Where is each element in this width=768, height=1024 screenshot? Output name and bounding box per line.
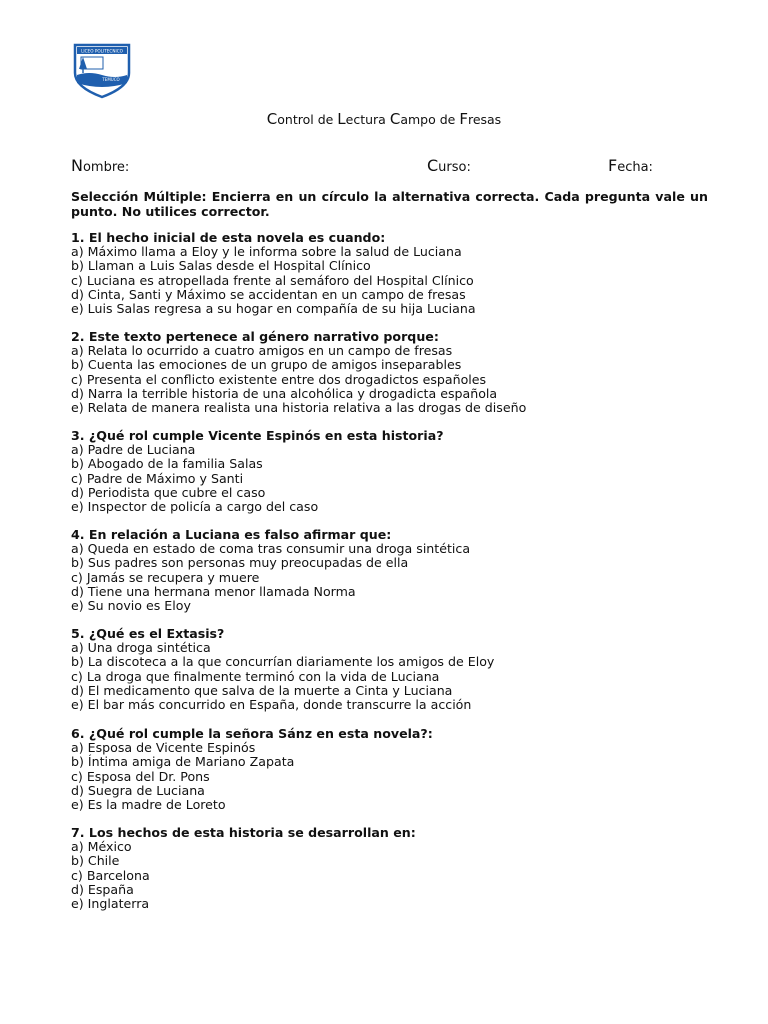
answer-option: a) Queda en estado de coma tras consumir una droga sintética (71, 541, 471, 557)
nombre-label: Nombre: (71, 156, 130, 175)
answer-option: b) Cuenta las emociones de un grupo de amigos inseparables (71, 357, 462, 373)
question-1 (71, 231, 731, 316)
answer-option: e) Es la madre de Loreto (71, 797, 226, 813)
answer-option: d) Suegra de Luciana (71, 782, 205, 798)
answer-option: d) Tiene una hermana menor llamada Norma (71, 583, 356, 599)
answer-option: c) Luciana es atropellada frente al semáforo del Hospital Clínico (71, 272, 474, 288)
question-7 (71, 826, 731, 911)
answer-option: b) Íntima amiga de Mariano Zapata (71, 754, 295, 770)
answer-option: c) Barcelona (71, 867, 150, 883)
answer-option: d) El medicamento que salva de la muerte a Cinta y Luciana (71, 682, 453, 698)
answer-option: b) La discoteca a la que concurrían diariamente los amigos de Eloy (71, 654, 495, 670)
logo-text-top: LICEO POLITECNICO (81, 48, 123, 54)
answer-option: b) Chile (71, 853, 120, 869)
question-stem: 3. ¿Qué rol cumple Vicente Espinós en esta historia? (71, 428, 444, 443)
instructions: Selección Múltiple: Encierra en un círculo la alternativa correcta. Cada pregunta vale un punto. No utilices corrector. (71, 189, 708, 219)
answer-option: e) Luis Salas regresa a su hogar en compañía de su hija Luciana (71, 301, 476, 317)
answer-option: e) Inglaterra (71, 896, 150, 912)
answer-option: a) Relata lo ocurrido a cuatro amigos en un campo de fresas (71, 343, 453, 359)
question-stem: 7. Los hechos de esta historia se desarrollan en: (71, 825, 416, 840)
question-stem: 1. El hecho inicial de esta novela es cuando: (71, 230, 386, 245)
answer-option: d) Cinta, Santi y Máximo se accidentan en un campo de fresas (71, 286, 466, 302)
answer-option: d) Periodista que cubre el caso (71, 484, 266, 500)
answer-option: b) Llaman a Luis Salas desde el Hospital Clínico (71, 258, 371, 274)
answer-option: b) Sus padres son personas muy preocupadas de ella (71, 555, 409, 571)
answer-option: c) Presenta el conflicto existente entre dos drogadictos españoles (71, 371, 487, 387)
question-2 (71, 330, 731, 415)
answer-option: d) España (71, 881, 134, 897)
fecha-label: Fecha: (608, 156, 653, 175)
question-5 (71, 627, 731, 712)
answer-option: a) México (71, 839, 132, 855)
answer-option: e) El bar más concurrido en España, donde transcurre la acción (71, 697, 472, 713)
answer-option: c) Esposa del Dr. Pons (71, 768, 210, 784)
question-stem: 6. ¿Qué rol cumple la señora Sánz en esta novela?: (71, 726, 433, 741)
question-6 (71, 727, 731, 812)
answer-option: a) Una droga sintética (71, 640, 211, 656)
answer-option: e) Inspector de policía a cargo del caso (71, 499, 319, 515)
logo-text-bottom: TEMUCO (102, 77, 120, 82)
answer-option: e) Relata de manera realista una historia relativa a las drogas de diseño (71, 400, 527, 416)
question-3 (71, 429, 731, 514)
answer-option: b) Abogado de la familia Salas (71, 456, 263, 472)
answer-option: a) Padre de Luciana (71, 442, 196, 458)
answer-option: c) Padre de Máximo y Santi (71, 470, 244, 486)
answer-option: a) Máximo llama a Eloy y le informa sobre la salud de Luciana (71, 244, 462, 260)
answer-option: a) Esposa de Vicente Espinós (71, 740, 256, 756)
curso-label: Curso: (427, 156, 471, 175)
student-info-header (71, 156, 711, 176)
school-logo (73, 43, 131, 99)
answer-option: c) La droga que finalmente terminó con la vida de Luciana (71, 668, 440, 684)
document-title: Control de Lectura Campo de Fresas (266, 110, 502, 128)
answer-option: d) Narra la terrible historia de una alcohólica y drogadicta española (71, 385, 498, 401)
question-4 (71, 528, 731, 613)
answer-option: e) Su novio es Eloy (71, 598, 191, 614)
answer-option: c) Jamás se recupera y muere (71, 569, 260, 585)
question-stem: 4. En relación a Luciana es falso afirmar que: (71, 527, 392, 542)
question-stem: 5. ¿Qué es el Extasis? (71, 626, 225, 641)
question-stem: 2. Este texto pertenece al género narrativo porque: (71, 329, 439, 344)
